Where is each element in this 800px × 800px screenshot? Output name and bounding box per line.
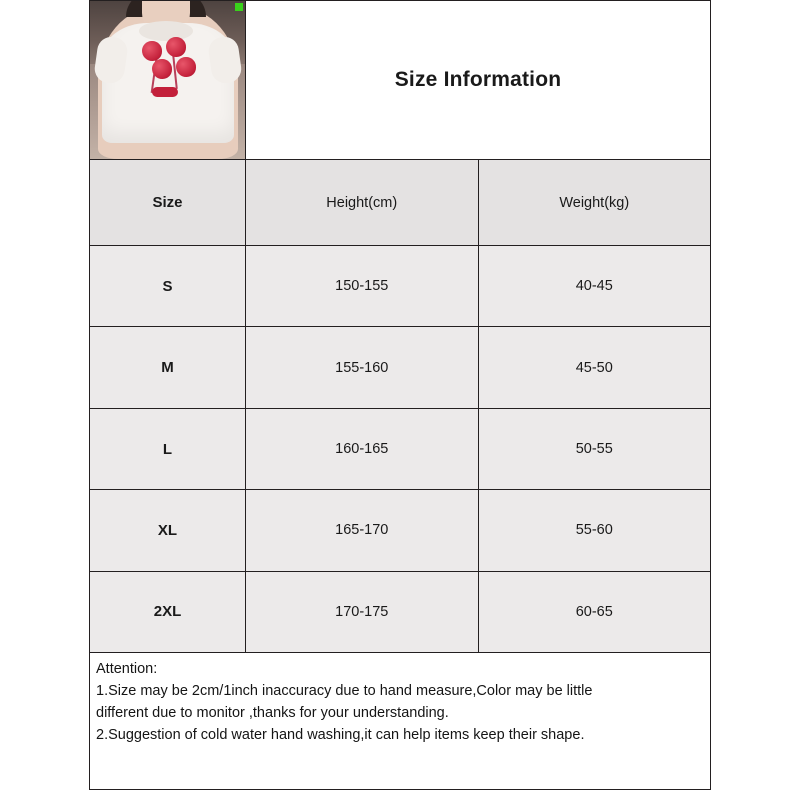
cell-height: 160-165	[246, 409, 479, 489]
cell-weight: 60-65	[575, 603, 613, 620]
cell-size: XL	[90, 490, 246, 570]
column-header-size: Size	[90, 160, 246, 245]
rose-icon	[152, 59, 172, 79]
cell-size: 2XL	[90, 572, 246, 652]
column-header-weight: Weight(kg)	[559, 194, 630, 211]
table-row	[90, 409, 710, 490]
table-header-row	[90, 160, 710, 246]
rose-icon	[166, 37, 186, 57]
cell-height: 155-160	[246, 327, 479, 407]
rose-icon	[176, 57, 196, 77]
cell-size: S	[90, 246, 246, 326]
bow-icon	[152, 87, 178, 97]
cell-weight: 40-45	[575, 278, 613, 295]
attention-line-1: 1.Size may be 2cm/1inch inaccuracy due to hand measure,Color may be little	[96, 683, 593, 700]
page-title: Size Information	[394, 68, 562, 91]
cell-weight: 55-60	[575, 522, 613, 539]
title-cell	[246, 1, 710, 159]
size-chart-card	[89, 0, 711, 790]
cell-weight: 50-55	[575, 441, 613, 458]
cell-height: 170-175	[246, 572, 479, 652]
table-row	[90, 572, 710, 653]
product-photo	[90, 1, 246, 159]
attention-heading: Attention:	[96, 661, 158, 677]
cell-size: L	[90, 409, 246, 489]
cell-size: M	[90, 327, 246, 407]
size-table	[90, 159, 710, 653]
column-header-height: Height(cm)	[246, 160, 479, 245]
table-row	[90, 490, 710, 571]
table-row	[90, 327, 710, 408]
rose-icon	[142, 41, 162, 61]
cell-height: 150-155	[246, 246, 479, 326]
cell-height: 165-170	[246, 490, 479, 570]
header-section	[90, 1, 710, 159]
garment-collar	[139, 21, 193, 41]
attention-section	[90, 653, 710, 789]
cell-weight: 45-50	[575, 359, 613, 376]
attention-line-3: 2.Suggestion of cold water hand washing,it can help items keep their shape.	[96, 727, 585, 744]
table-row	[90, 246, 710, 327]
green-marker-icon	[235, 3, 243, 11]
attention-line-2: different due to monitor ,thanks for your understanding.	[96, 705, 449, 722]
